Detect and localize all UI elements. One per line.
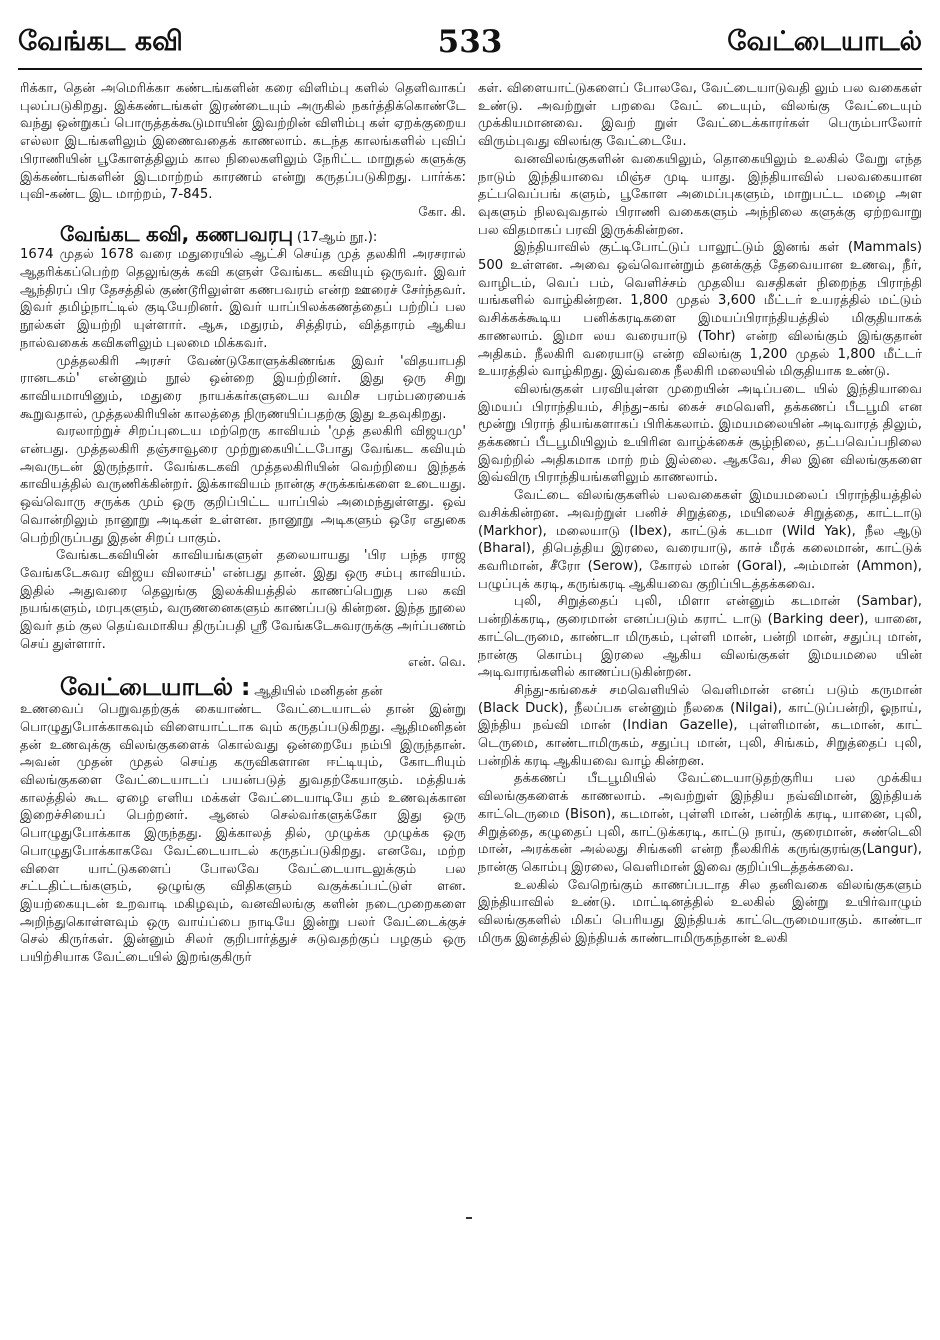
paragraph: வரலாற்றுச் சிறப்புடைய மற்றெரு காவியம் 'முத் தலகிரி விஜயமு' என்பது. முத்தலகிரி தஞ்சாவூரை முற்றுகையிட்டபோது வேங்கட கவியும் அவருடன் இருந்தார். வேங்கடகவி முத்தலகிரியின் வெற்றியை இந்தக் காவியத்தில் வருணிக்கின்றர். இக்காவியம் நான்கு சருக்கங்களை உடையது. ஒவ்வொரு சருக்க மும் ஒரு குறிப்பிட்ட யாப்பில் அமைந்துள்ளது. ஒவ் வொன்றிலும் நானூறு அடிகள் உள்ளன. நானூறு அடிகளும் ஒரே எதுகை பெற்றிருப்பது இதன் சிறப் பாகும். — [20, 424, 466, 546]
paragraph: முத்தலகிரி அரசர் வேண்டுகோளுக்கிணங்க இவர் 'விதயாபதி ரானடகம்' என்னும் நூல் ஒன்றை இயற்றினர். இது ஒரு சிறு காவியமாயினும், மதுரை நாயக்கர்களுடைய வமிச பரம்பரையைக் கூறுவதால், முத்தலகிரியின் காலத்தை நிருணயிப்பதற்கு இது உதவுகிறது. — [20, 353, 466, 422]
paragraph: 1674 முதல் 1678 வரை மதுரையில் ஆட்சி செய்த முத் தலகிரி அரசரால் ஆதரிக்கப்பெற்ற தெலுங்குக் கவி களுள் வேங்கட கவியும் ஒருவர். இவர் ஆந்திரப் பிர தேசத்தில் குண்டூரிலுள்ள கணபவரம் என்ற ஊரைச் சேர்ந்தவர். இவர் தமிழ்நாட்டில் குடியேறினர். இவர் யாப்பிலக்கணத்தைப் பற்றிப் பல நூல்கள் இயற்றி யுள்ளார். ஆசு, மதுரம், சித்திரம், வித்தாரம் ஆகிய நால்வகைக் கவிகளிலும் புலமை மிக்கவர். — [20, 247, 466, 351]
header-rule — [18, 68, 922, 70]
paragraph: விலங்குகள் பரவியுள்ள முறையின் அடிப்படை யில் இந்தியாவை இமயப் பிராந்தியம், சிந்து–கங் கைச் சமவெளி, தக்கணப் பீடபூமி என மூன்று பிராந் தியங்களாகப் பிரிக்கலாம். இமயமலையின் அடிவாரத் திலும், தக்கணப் பீடபூமியிலும் உயிரின வாழ்க்கைச் சூழ்நிலை, தட்பவெப்பநிலை இவற்றில் அதிகமாக மாற் றம் இல்லை. ஆகவே, சில இன விலங்குகளை இவ்விரு பிராந்தியங்களிலும் காணலாம். — [478, 381, 922, 486]
paragraph: சிந்து-கங்கைச் சமவெளியில் வெளிமான் எனப் படும் கருமான் (Black Duck), நீலப்பசு என்னும் நீலகை (Nilgai), காட்டுப்பன்றி, ஓநாய், இந்திய நவ்வி மான் (Indian Gazelle), புள்ளிமான், கடமான், காட் டெருமை, காண்டாமிருகம், சதுப்பு மான், புலி, சிங்கம், சிறுத்தைப் புலி, பன்றிக் கரடி ஆகியவை வாழ் கின்றன. — [478, 682, 922, 769]
paragraph: வேட்டை விலங்குகளில் பலவகைகள் இமயமலைப் பிராந்தியத்தில் வசிக்கின்றன. அவற்றுள் பனிச் சிறுத்தை, மயிலைச் சிறுத்தை, காட்டாடு (Markhor), மலையாடு (Ibex), காட்டுக் கடமா (Wild Yak), நீல ஆடு (Bharal), திபெத்திய இரலை, வரையாடு, காச் மீரக் கலைமான், காட்டுக் கவரிமான், சீரோ (Serow), கோரல் மான் (Goral), அம்மான் (Ammon), பழுப்புக் கரடி, கருங்கரடி ஆகியவை குறிப்பிடத்தக்கவை. — [478, 488, 922, 592]
left-column — [20, 80, 466, 967]
print-mark — [466, 1217, 472, 1219]
entry-period: (17ஆம் நூ.): — [293, 229, 378, 245]
page-header — [18, 6, 922, 58]
author-initials: என். வெ. — [407, 654, 466, 670]
entry-title: வேட்டையாடல் : — [60, 673, 251, 702]
running-head-left: வேங்கட கவி — [18, 26, 183, 57]
entry-lead-text: ஆதியில் மனிதன் தன் — [250, 684, 383, 700]
paragraph: புலி, சிறுத்தைப் புலி, மிளா என்னும் கடமான் (Sambar), பன்றிக்கரடி, குரைமான் எனப்படும் கராட் டாடு (Barking deer), யானை, காட்டெருமை, காண்டா மிருகம், புள்ளி மான், பன்றி மான், சதுப்பு மான், நான்கு கொம்பு இரலை ஆகிய விலங்குகள் இமயமலை யின் அடிவாரங்களில் காணப்படுகின்றன. — [478, 594, 922, 681]
entry-title: வேங்கட கவி, கணபவரபு — [60, 221, 294, 246]
paragraph: இந்தியாவில் குட்டிபோட்டுப் பாலூட்டும் இனங் கள் (Mammals) 500 உள்ளன. அவை ஒவ்வொன்றும் தனக்குத் தேவையான உணவு, நீர், வாழிடம், வெப் பம், வெளிச்சம் முதலிய வசதிகள் நிறைந்த பிராந்தி யங்களில் வாழ்கின்றன. 1,800 முதல் 3,600 மீட்டர் உயரத்தில் மட்டும் வசிக்கக்கூடிய பனிக்கரடிகளை இமயப்பிராந்தியத்தில் மிகுதியாகக் காணலாம். இமா லய வரையாடு (Tohr) என்ற விலங்கும் இங்குதான் அதிகம். நீலகிரி வரையாடு என்ற விலங்கு 1,200 முதல் 1,800 மீட்டர் உயரத்தில் வாழ்கிறது. இவ்வகை நீலகிரி மலையில் மிகுதியாக உண்டு. — [478, 240, 922, 380]
paragraph: உணவைப் பெறுவதற்குக் கையாண்ட வேட்டையாடல் தான் இன்று பொழுதுபோக்காகவும் விளையாட்டாக வும் கருதப்படுகிறது. ஆதிமனிதன் தன் உணவுக்கு விலங்குகளைக் கொல்வது ஒன்றையே நம்பி இருந்தான். அவன் முதன் முதல் செய்த கருவிகளான ஈட்டியும், கோடரியும் விலங்குகளை வேட்டையாடப் பயன்படுத் துவதற்கேயாகும். மத்தியக் காலத்தில் கூட ஏழை எளிய மக்கள் வேட்டையாடியே தம் உணவுக்கான இறைச்சியைப் பெற்றனர். ஆனல் செல்வர்களுக்கோ இது ஒரு பொழுதுபோக்காக இருந்தது. இக்காலத் தில், முழுக்க முழுக்க ஒரு பொழுதுபோக்காகவே வேட்டையாடல் கருதப்படுகிறது. எனவே, மற்ற விளை யாட்டுகளைப் போலவே வேட்டையாடலுக்கும் பல சட்டதிட்டங்களும், ஒழுங்கு விதிகளும் வகுக்கப்பட்டுள் ளன. இயற்கையுடன் உறவாடி மகிழவும், வனவிலங்கு களின் நடைமுறைகளை அறிந்துகொள்ளவும் ஒரு வாய்ப்பை நாடியே இன்று பலர் வேட்டைக்குச் செல் கிருர்கள். இன்னும் சிலர் குறிபார்த்துச் சுடுவதற்குப் பழகும் ஒரு பயிற்சியாக வேட்டையில் இறங்குகிருர் — [20, 702, 466, 966]
paragraph: உலகில் வேறெங்கும் காணப்படாத சில தனிவகை விலங்குகளும் இந்தியாவில் உண்டு. மாட்டினத்தில் உலகில் இன்று உயிர்வாழும் விலங்குகளில் மிகப் பெரியது இந்தியக் காட்டெருமையாகும். காண்டா மிருக இனத்தில் இந்தியக் காண்டாமிருகந்தான் உலகி — [478, 877, 922, 946]
entry-heading-line — [20, 222, 466, 247]
paragraph: வனவிலங்குகளின் வகையிலும், தொகையிலும் உலகில் வேறு எந்த நாடும் இந்தியாவை மிஞ்ச முடி யாது. இந்தியாவில் பலவகையான தட்பவெப்பங் களும், பூகோள அமைப்புகளும், மாறுபட்ட மழை அள வுகளும் நிலவுவதால் பிராணி வகைகளும் அந்நிலை களுக்கு ஏற்றவாறு பல விதமாகப் பரவி இருக்கின்றன. — [478, 151, 922, 238]
paragraph: தக்கணப் பீடபூமியில் வேட்டையாடுதற்குரிய பல முக்கிய விலங்குகளைக் காணலாம். அவற்றுள் இந்திய நவ்விமான், இந்தியக் காட்டெருமை (Bison), கடமான், புள்ளி மான், பன்றிக் கரடி, யானை, புலி, சிறுத்தை, கழுதைப் புலி, காட்டுக்கரடி, காட்டு நாய், குரைமான், சுண்டெலி மான், அரக்கன் அல்லது சிங்கனி என்ற நீலகிரிக் கருங்குரங்கு(Langur), நான்கு கொம்பு இரலை, வெளிமான் இவை குறிப்பிடத்தக்கவை. — [478, 771, 922, 875]
paragraph: வேங்கடகவியின் காவியங்களுள் தலையாயது 'பிர பந்த ராஜ வேங்கடேசுவர விஜய விலாசம்' என்பது தான். இது ஒரு சம்பு காவியம். இதில் அதுவரை தெலுங்கு இலக்கியத்தில் காணப்பெறுத பல கவி நயங்களும், மரபுகளும், வருணனைகளும் காணப்படு கின்றன. இந்த நூலை இவர் தம் குல தெய்வமாகிய திருப்பதி ஸ்ரீ வேங்கடேசுவரருக்கு அர்ப்பணம் செய் துள்ளார். — [20, 548, 466, 652]
entry-heading-line — [20, 673, 466, 701]
paragraph: கள். விளையாட்டுகளைப் போலவே, வேட்டையாடுவதி லும் பல வகைகள் உண்டு. அவற்றுள் பறவை வேட் டையும், விலங்கு வேட்டையும் முக்கியமானவை. இவற் றுள் வேட்டைக்காரர்கள் பெரும்பாலோர் விரும்புவது விலங்கு வேட்டையே. — [478, 81, 922, 150]
paragraph: ரிக்கா, தென் அமெரிக்கா கண்டங்களின் கரை விளிம்பு களில் தெளிவாகப் புலப்படுகிறது. இக்கண்டங்கள் இரண்டையும் அருகில் நகர்த்திக்கொண்டே வந்து ஒன்றுகப் பொருத்தக்கூடுமாயின் இவற்றின் விளிம்பு கள் ஏறக்குறைய எல்லா இடங்களிலும் இணைவதைக் காணலாம். கடந்த காலங்களில் புவிப் பிராணியின் பூகோளத்திலும் கால நிலைகளிலும் நேரிட்ட மாறுதல் களுக்கு இக்கண்டங்களின் இடமாற்றம் காரணம் என்று கருதப்படுகிறது. பார்க்க: புவி-கண்ட இட மாற்றம், 7-845. — [20, 81, 466, 203]
author-initials: கோ. கி. — [418, 204, 466, 220]
running-head-right: வேட்டையாடல் — [727, 26, 922, 57]
page-number: 533 — [437, 24, 503, 60]
right-column — [478, 80, 922, 947]
